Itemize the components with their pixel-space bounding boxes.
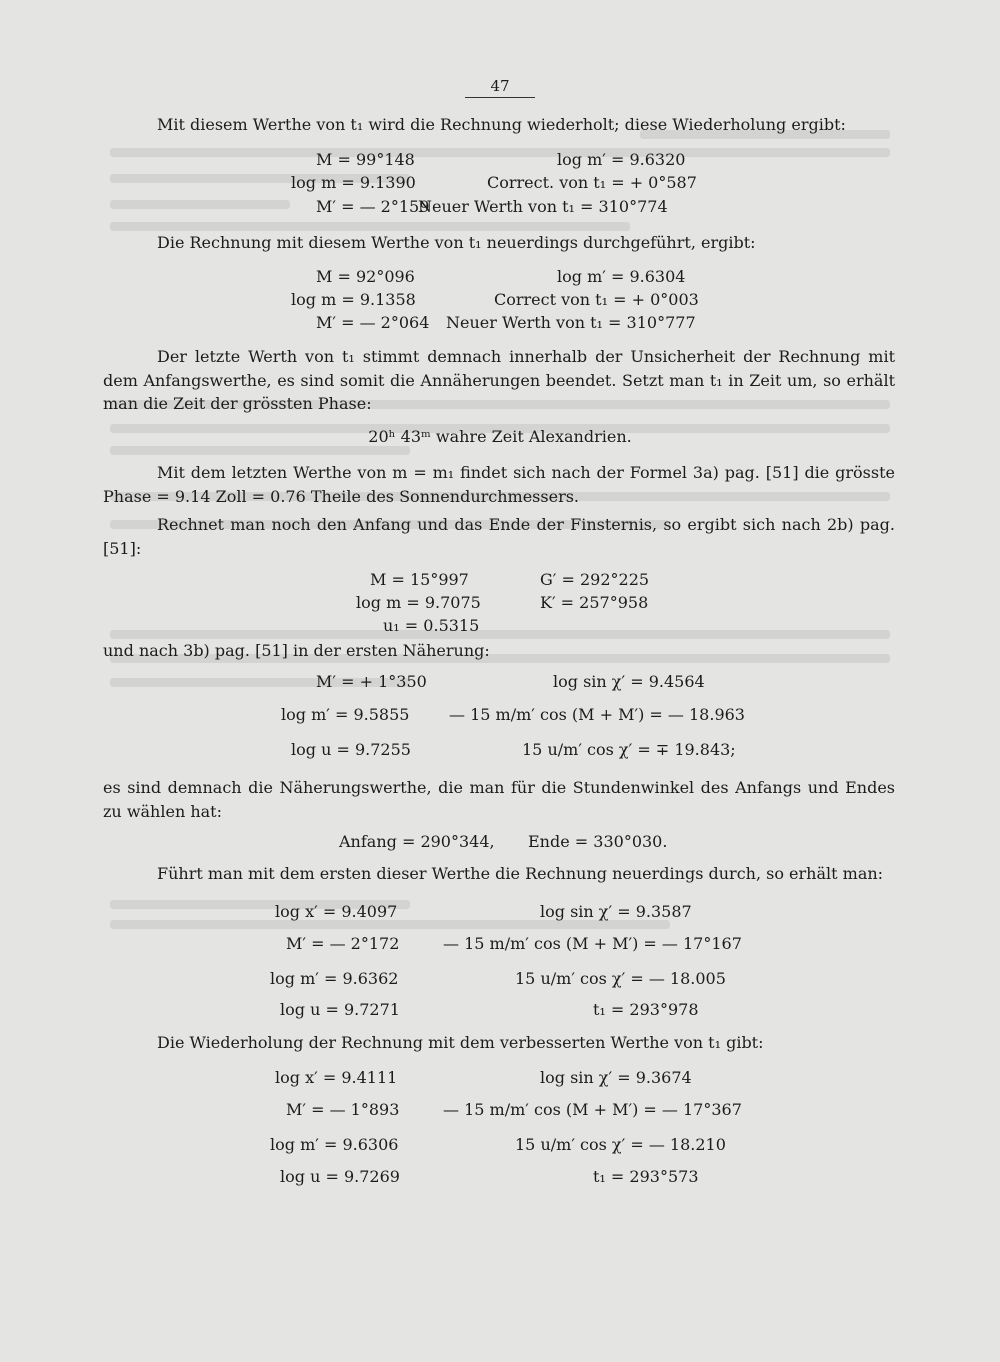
formula: log x′ = 9.4111 <box>275 1068 398 1087</box>
formula: M = 15°997 <box>370 570 469 589</box>
paragraph <box>103 345 895 416</box>
paragraph <box>103 776 895 823</box>
formula: log sin χ′ = 9.3674 <box>540 1068 692 1087</box>
paragraph-text: Der letzte Werth von t₁ stimmt demnach innerhalb der Unsicherheit der Rechnung mit dem Anfangswerthe, es sind somit die Annäherungen beendet. Setzt man t₁ in Zeit um, so erhält man die Zeit der grössten Phase: <box>103 347 895 413</box>
page-number: 47 <box>465 77 535 98</box>
paragraph-text: Mit diesem Werthe von t₁ wird die Rechnung wiederholt; diese Wiederholung ergibt: <box>157 115 846 134</box>
paragraph-text: Mit dem letzten Werthe von m = m₁ findet sich nach der Formel 3a) pag. [51] die grösste Phase = 9.14 Zoll = 0.76 Theile des Sonnendurchmessers. <box>103 463 895 506</box>
formula: log sin χ′ = 9.4564 <box>553 672 705 691</box>
formula: Correct von t₁ = + 0°003 <box>494 290 699 309</box>
paragraph <box>103 513 895 560</box>
formula: log u = 9.7269 <box>280 1167 400 1186</box>
formula: log sin χ′ = 9.3587 <box>540 902 692 921</box>
formula: M′ = — 2°172 <box>286 934 400 953</box>
formula: log m = 9.1390 <box>291 173 416 192</box>
formula: M = 92°096 <box>316 267 415 286</box>
formula: 15 u/m′ cos χ′ = — 18.210 <box>515 1135 726 1154</box>
paragraph <box>103 231 895 255</box>
formula: u₁ = 0.5315 <box>383 616 480 635</box>
formula: Anfang = 290°344, <box>339 832 495 851</box>
paragraph-text: Die Rechnung mit diesem Werthe von t₁ neuerdings durchgeführt, ergibt: <box>157 233 756 252</box>
formula: 15 u/m′ cos χ′ = ∓ 19.843; <box>522 740 736 759</box>
formula: log u = 9.7271 <box>280 1000 400 1019</box>
formula: log m′ = 9.6306 <box>270 1135 399 1154</box>
formula: log m′ = 9.5855 <box>281 705 410 724</box>
formula: G′ = 292°225 <box>540 570 650 589</box>
formula: M′ = + 1°350 <box>316 672 427 691</box>
formula: Correct. von t₁ = + 0°587 <box>487 173 697 192</box>
formula: K′ = 257°958 <box>540 593 649 612</box>
formula: — 15 m/m′ cos (M + M′) = — 17°367 <box>443 1100 742 1119</box>
formula: — 15 m/m′ cos (M + M′) = — 17°167 <box>443 934 742 953</box>
paragraph-text: und nach 3b) pag. [51] in der ersten Näherung: <box>103 641 490 660</box>
formula: log m′ = 9.6320 <box>557 150 686 169</box>
paragraph-text: Rechnet man noch den Anfang und das Ende der Finsternis, so ergibt sich nach 2b) pag. [51]: <box>103 515 895 558</box>
formula: Neuer Werth von t₁ = 310°777 <box>446 313 696 332</box>
paragraph <box>103 1031 895 1055</box>
formula: M′ = — 1°893 <box>286 1100 400 1119</box>
formula: — 15 m/m′ cos (M + M′) = — 18.963 <box>449 705 745 724</box>
formula: M′ = — 2°064 <box>316 313 430 332</box>
paragraph-text: es sind demnach die Näherungswerthe, die man für die Stundenwinkel des Anfangs und Endes zu wählen hat: <box>103 778 895 821</box>
paragraph <box>103 113 895 137</box>
formula: 20ʰ 43ᵐ wahre Zeit Alexandrien. <box>368 427 632 446</box>
formula: M = 99°148 <box>316 150 415 169</box>
paragraph <box>103 461 895 508</box>
formula: log m = 9.7075 <box>356 593 481 612</box>
formula: Ende = 330°030. <box>528 832 668 851</box>
paragraph-text: Führt man mit dem ersten dieser Werthe die Rechnung neuerdings durch, so erhält man: <box>157 864 884 883</box>
formula: M′ = — 2°159 <box>316 197 430 216</box>
paragraph-text: Die Wiederholung der Rechnung mit dem verbesserten Werthe von t₁ gibt: <box>157 1033 764 1052</box>
formula: log m′ = 9.6362 <box>270 969 399 988</box>
formula: t₁ = 293°978 <box>593 1000 699 1019</box>
formula: log m = 9.1358 <box>291 290 416 309</box>
formula: 15 u/m′ cos χ′ = — 18.005 <box>515 969 726 988</box>
formula: log m′ = 9.6304 <box>557 267 686 286</box>
formula: Neuer Werth von t₁ = 310°774 <box>418 197 668 216</box>
paragraph <box>103 639 895 663</box>
formula: log u = 9.7255 <box>291 740 411 759</box>
paragraph <box>103 862 895 886</box>
formula: log x′ = 9.4097 <box>275 902 398 921</box>
formula: t₁ = 293°573 <box>593 1167 699 1186</box>
